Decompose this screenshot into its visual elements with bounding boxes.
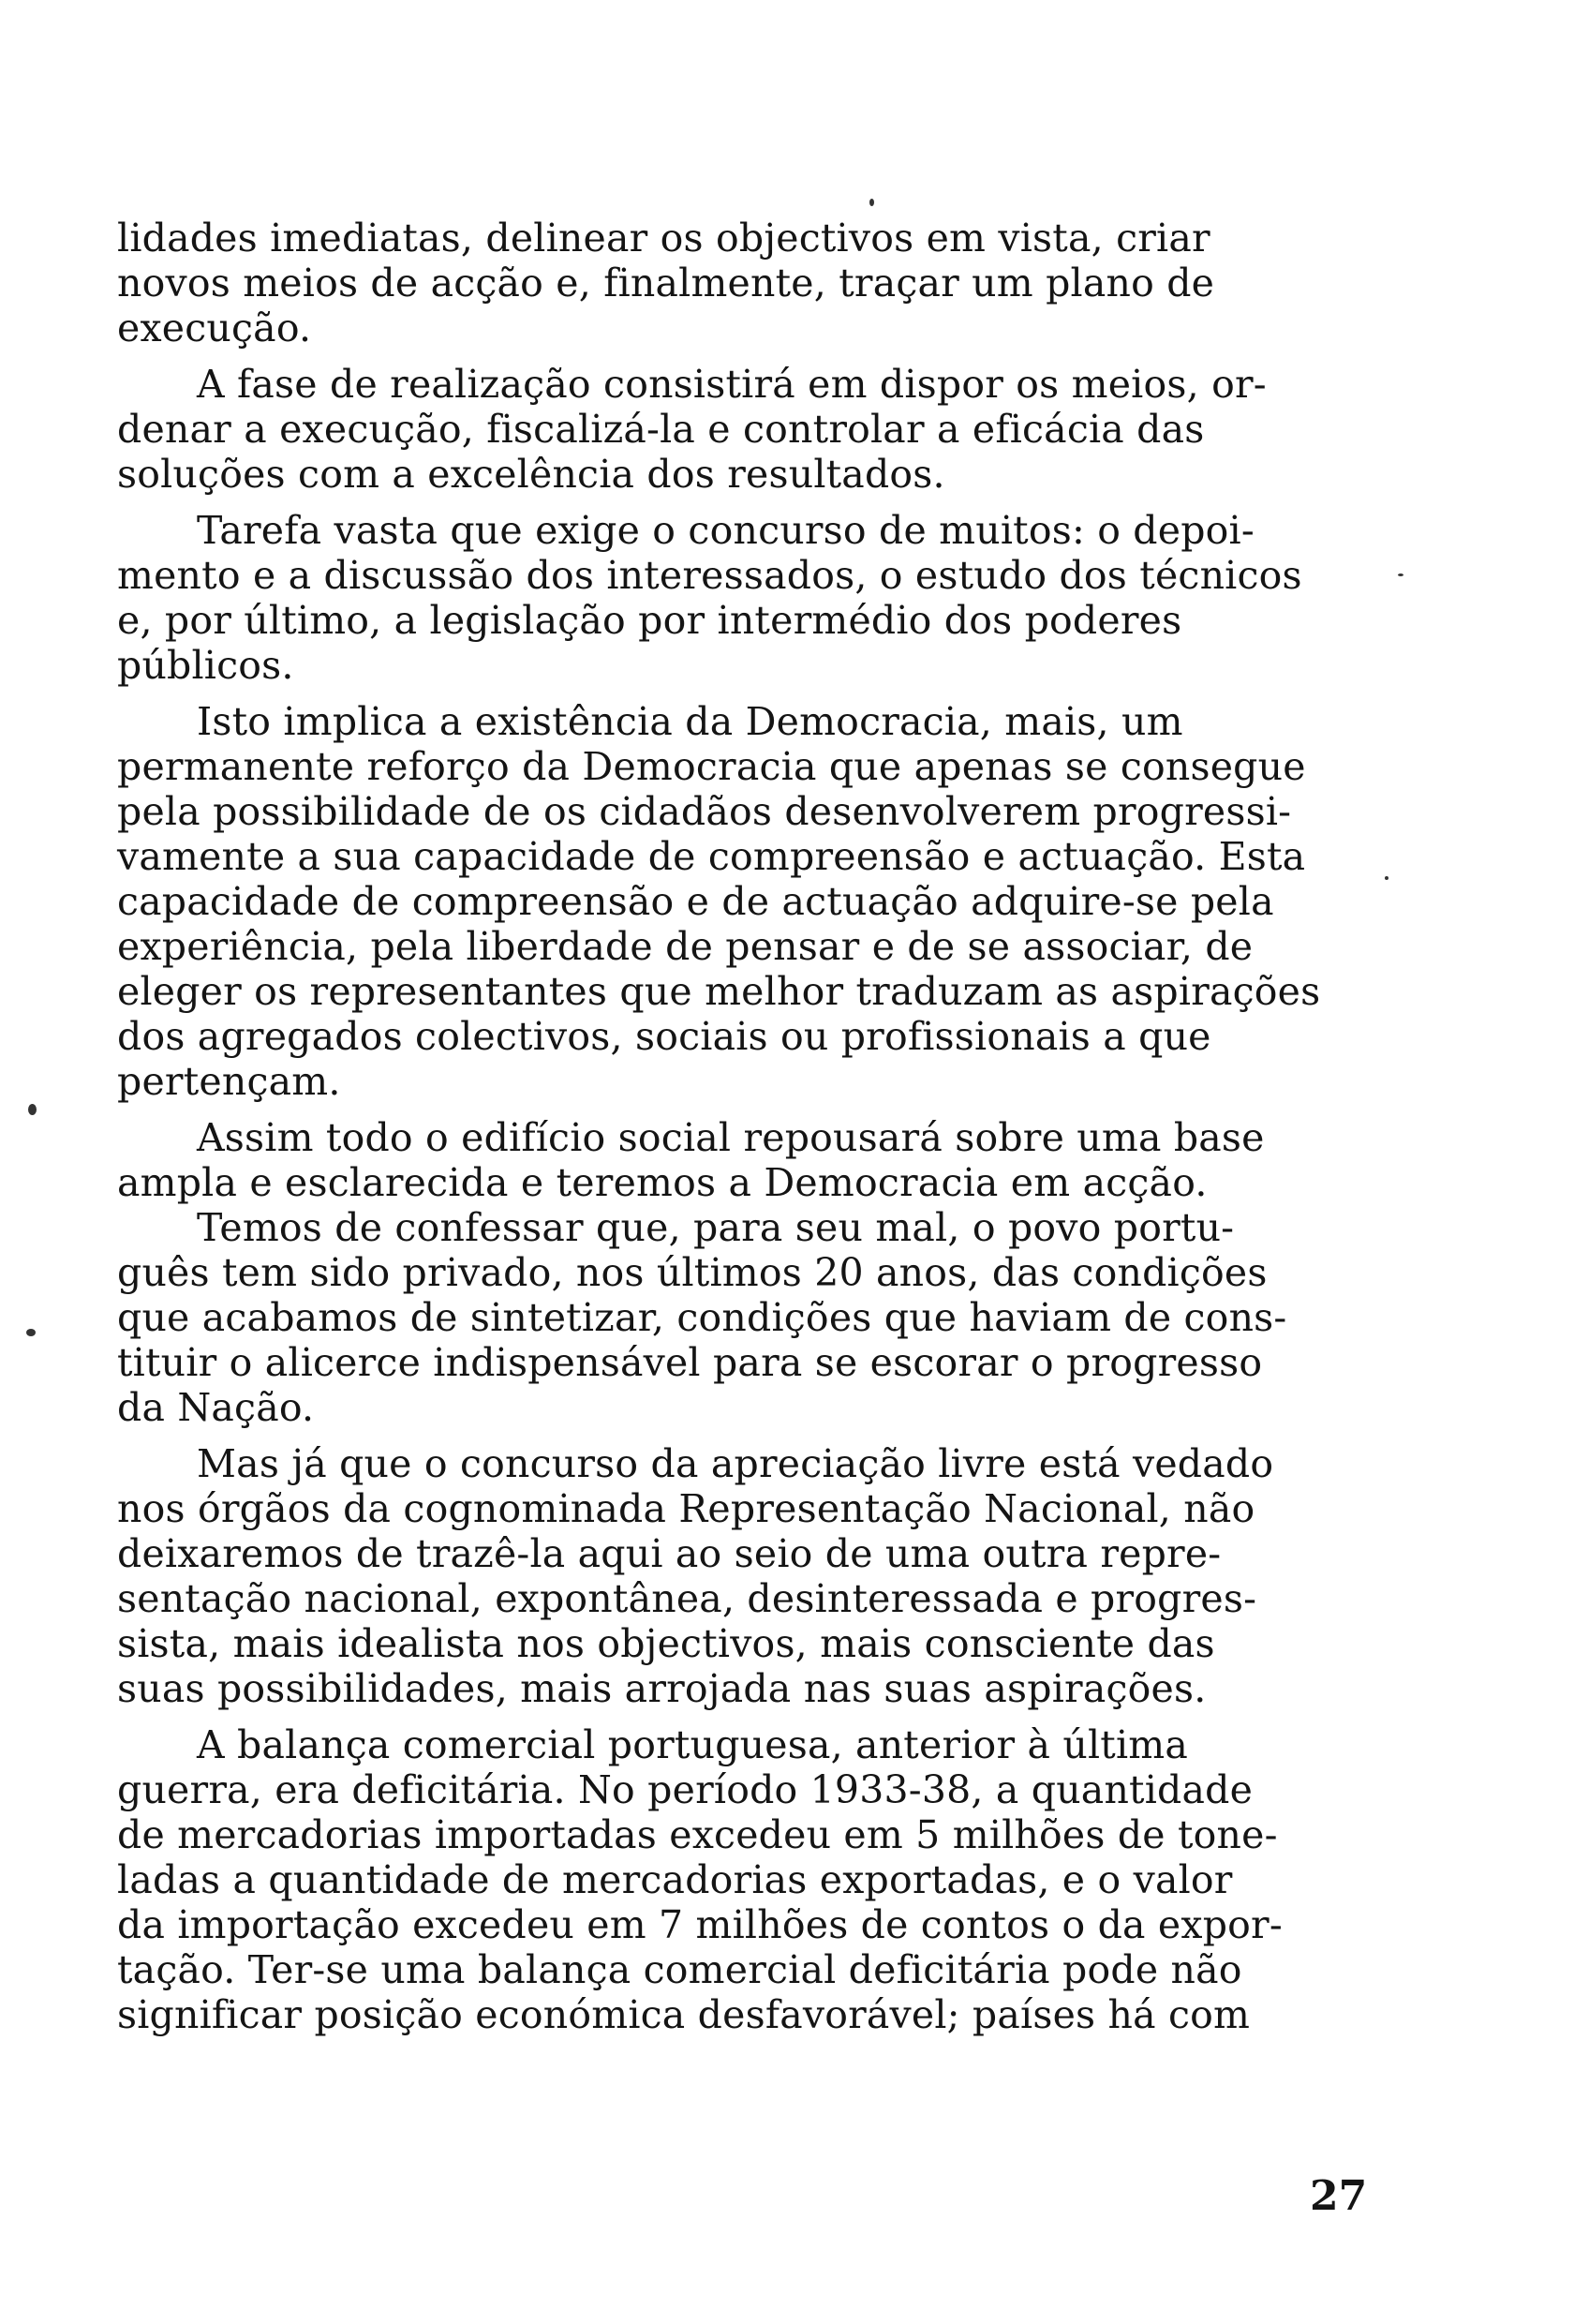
paragraph (117, 699, 1359, 1104)
text-line: deixaremos de trazê-la aqui ao seio de uma outra repre- (117, 1531, 1222, 1576)
text-line: lidades imediatas, delinear os objectivos em vista, criar (117, 216, 1210, 261)
text-line: A balança comercial portuguesa, anterior à última (197, 1722, 1188, 1767)
text-line: denar a execução, fiscalizá-la e controlar a eficácia das (117, 407, 1205, 452)
scan-speck (28, 1104, 37, 1115)
text-line: vamente a sua capacidade de compreensão e actuação. Esta (117, 834, 1306, 879)
text-line: significar posição económica desfavorável; países há com (117, 1992, 1251, 2037)
paragraph (117, 1441, 1359, 1711)
text-line: Tarefa vasta que exige o concurso de muitos: o depoi- (197, 508, 1255, 553)
text-line: capacidade de compreensão e de actuação adquire-se pela (117, 879, 1274, 924)
text-line: soluções com a excelência dos resultados. (117, 452, 945, 497)
text-line: da importação excedeu em 7 milhões de contos o da expor- (117, 1902, 1283, 1947)
text-line: permanente reforço da Democracia que apenas se consegue (117, 744, 1306, 789)
body-text (117, 216, 1359, 2037)
paragraph (117, 508, 1359, 688)
scan-speck (26, 1329, 36, 1336)
text-line: guerra, era deficitária. No período 1933-38, a quantidade (117, 1767, 1254, 1812)
text-line: eleger os representantes que melhor traduzam as aspirações (117, 969, 1321, 1014)
scan-speck (1385, 876, 1388, 880)
text-line: execução. (117, 305, 312, 350)
text-line: de mercadorias importadas excedeu em 5 milhões de tone- (117, 1812, 1278, 1857)
text-line: tituir o alicerce indispensável para se escorar o progresso (117, 1340, 1263, 1385)
text-line: sentação nacional, expontânea, desinteressada e progres- (117, 1576, 1257, 1621)
paragraph (117, 1115, 1359, 1205)
paragraph (117, 1205, 1359, 1430)
text-line: experiência, pela liberdade de pensar e de se associar, de (117, 924, 1254, 969)
text-line: Assim todo o edifício social repousará sobre uma base (197, 1115, 1265, 1160)
scan-speck (869, 199, 874, 206)
text-line: Temos de confessar que, para seu mal, o povo portu- (197, 1205, 1235, 1250)
scan-speck (1398, 574, 1403, 576)
text-line: da Nação. (117, 1385, 315, 1430)
text-line: novos meios de acção e, finalmente, traçar um plano de (117, 261, 1215, 305)
text-line: pertençam. (117, 1059, 341, 1104)
text-line: ladas a quantidade de mercadorias exportadas, e o valor (117, 1857, 1233, 1902)
text-line: mento e a discussão dos interessados, o estudo dos técnicos (117, 553, 1302, 598)
text-line: tação. Ter-se uma balança comercial deficitária pode não (117, 1947, 1242, 1992)
paragraph (117, 1722, 1359, 2037)
text-line: Isto implica a existência da Democracia, mais, um (197, 699, 1183, 744)
text-line: ampla e esclarecida e teremos a Democracia em acção. (117, 1160, 1208, 1205)
text-line: suas possibilidades, mais arrojada nas suas aspirações. (117, 1666, 1207, 1711)
paragraph (117, 216, 1359, 350)
text-line: sista, mais idealista nos objectivos, mais consciente das (117, 1621, 1215, 1666)
text-line: que acabamos de sintetizar, condições que haviam de cons- (117, 1295, 1287, 1340)
text-line: nos órgãos da cognominada Representação Nacional, não (117, 1486, 1255, 1531)
text-line: pela possibilidade de os cidadãos desenvolverem progressi- (117, 789, 1292, 834)
text-line: públicos. (117, 643, 294, 688)
text-line: dos agregados colectivos, sociais ou profissionais a que (117, 1014, 1211, 1059)
page-number: 27 (1310, 2172, 1368, 2220)
text-line: Mas já que o concurso da apreciação livre está vedado (197, 1441, 1274, 1486)
paragraph (117, 362, 1359, 497)
text-line: e, por último, a legislação por intermédio dos poderes (117, 598, 1182, 643)
text-line: guês tem sido privado, nos últimos 20 anos, das condições (117, 1250, 1268, 1295)
text-line: A fase de realização consistirá em dispor os meios, or- (197, 362, 1267, 407)
